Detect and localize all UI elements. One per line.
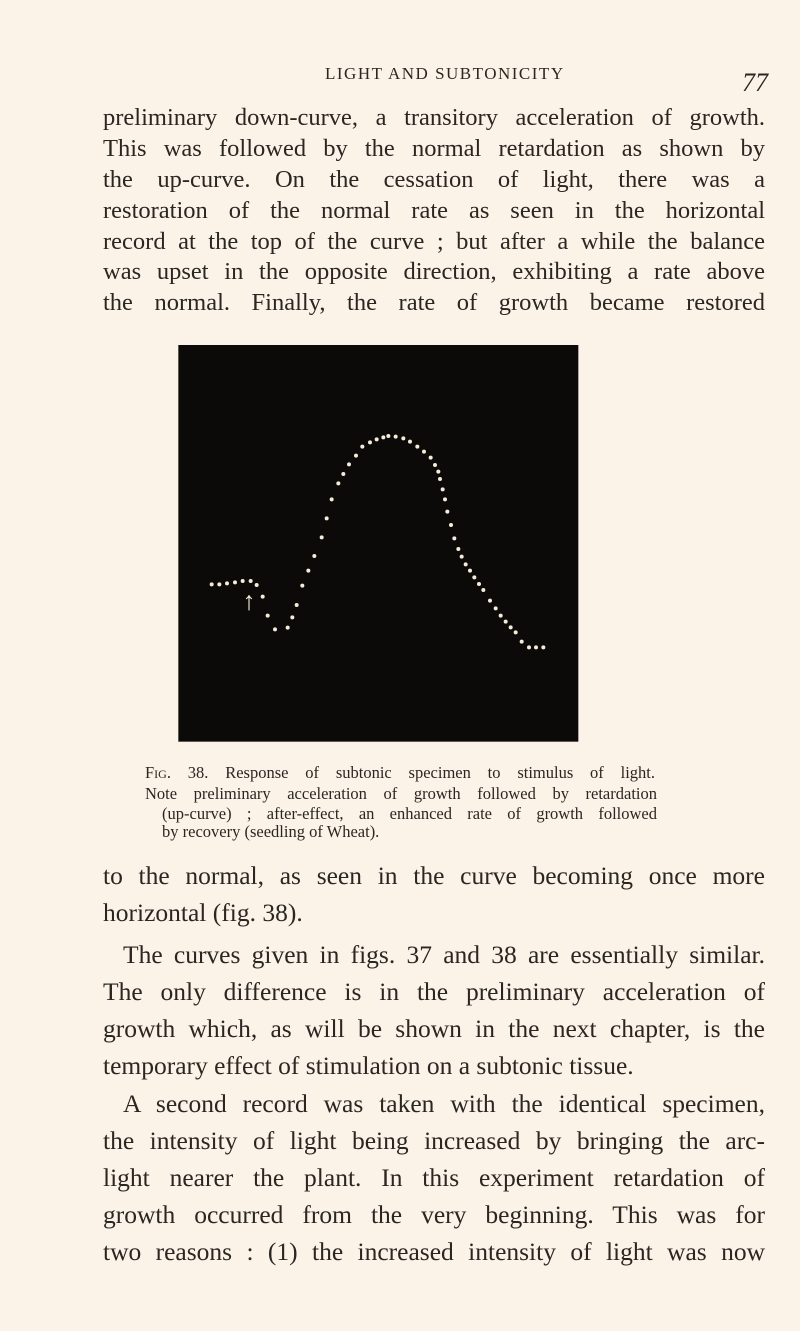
curve-dot xyxy=(217,582,221,586)
curve-dot xyxy=(320,535,324,539)
running-title: LIGHT AND SUBTONICITY xyxy=(325,64,565,83)
caption-title: Response of subtonic specimen to stimulus of light. xyxy=(225,763,655,782)
text-line: temporary effect of stimulation on a subtonic tissue. xyxy=(103,1051,634,1080)
curve-dot xyxy=(449,523,453,527)
curve-dot xyxy=(445,510,449,514)
curve-dot xyxy=(330,497,334,501)
text-line: the intensity of light being increased by bringing the arc- xyxy=(103,1126,765,1155)
curve-dot xyxy=(255,583,259,587)
curve-dot xyxy=(481,588,485,592)
curve-dot xyxy=(477,582,481,586)
curve-dot xyxy=(312,554,316,558)
curve-dot xyxy=(408,440,412,444)
caption-line: by recovery (seedling of Wheat). xyxy=(162,822,380,841)
text-line: was upset in the opposite direction, exhibiting a rate above xyxy=(103,258,765,285)
curve-dot xyxy=(514,630,518,634)
text-line: restoration of the normal rate as seen in the horizontal xyxy=(103,197,765,224)
curve-dot xyxy=(273,627,277,631)
text-line: the up-curve. On the cessation of light, there was a xyxy=(103,166,765,193)
curve-dot xyxy=(415,445,419,449)
curve-dot xyxy=(210,582,214,586)
curve-dot xyxy=(433,463,437,467)
text-line: This was followed by the normal retardation as shown by xyxy=(103,135,765,162)
curve-dot xyxy=(347,462,351,466)
curve-dot xyxy=(504,620,508,624)
curve-dot xyxy=(225,581,229,585)
curve-dot xyxy=(306,569,310,573)
figure-background xyxy=(178,345,578,742)
curve-dot xyxy=(541,645,545,649)
curve-dot xyxy=(472,575,476,579)
curve-dot xyxy=(499,614,503,618)
curve-dot xyxy=(452,536,456,540)
curve-dot xyxy=(249,579,253,583)
text-line: growth which, as will be shown in the next chapter, is the xyxy=(103,1014,765,1043)
curve-dot xyxy=(360,445,364,449)
curve-dot xyxy=(422,450,426,454)
caption-line: Note preliminary acceleration of growth followed by retardation xyxy=(145,784,657,803)
curve-dot xyxy=(261,595,265,599)
curve-dot xyxy=(464,562,468,566)
text-line: preliminary down-curve, a transitory acceleration of growth. xyxy=(103,104,765,131)
text-line: to the normal, as seen in the curve becoming once more xyxy=(103,861,765,890)
curve-dot xyxy=(375,437,379,441)
caption-label: Fig. 38. xyxy=(145,763,209,782)
curve-dot xyxy=(290,615,294,619)
curve-dot xyxy=(443,497,447,501)
text-line: A second record was taken with the identical specimen, xyxy=(123,1089,765,1118)
curve-dot xyxy=(354,454,358,458)
curve-dot xyxy=(386,434,390,438)
curve-dot xyxy=(438,477,442,481)
curve-dot xyxy=(368,440,372,444)
curve-dot xyxy=(456,547,460,551)
curve-dot xyxy=(436,470,440,474)
curve-dot xyxy=(325,516,329,520)
caption-title-line xyxy=(145,763,655,783)
curve-dot xyxy=(295,603,299,607)
curve-dot xyxy=(286,626,290,630)
curve-dot xyxy=(241,579,245,583)
curve-dot xyxy=(381,435,385,439)
text-line: record at the top of the curve ; but after a while the balance xyxy=(103,228,765,255)
text-line: the normal. Finally, the rate of growth became restored xyxy=(103,289,765,316)
curve-dot xyxy=(488,599,492,603)
stimulus-arrow-icon: ↑ xyxy=(242,586,256,616)
curve-dot xyxy=(266,614,270,618)
curve-dot xyxy=(341,472,345,476)
curve-dot xyxy=(509,625,513,629)
curve-dot xyxy=(300,584,304,588)
curve-dot xyxy=(394,435,398,439)
curve-dot xyxy=(401,436,405,440)
curve-dot xyxy=(534,645,538,649)
caption-line: (up-curve) ; after-effect, an enhanced rate of growth followed xyxy=(162,804,657,823)
text-line: The only difference is in the preliminary acceleration of xyxy=(103,977,765,1006)
text-line: horizontal (fig. 38). xyxy=(103,898,303,927)
curve-dot xyxy=(520,640,524,644)
curve-dot xyxy=(460,555,464,559)
curve-dot xyxy=(336,481,340,485)
curve-dot xyxy=(468,569,472,573)
curve-dot xyxy=(494,606,498,610)
curve-dot xyxy=(441,487,445,491)
text-line: light nearer the plant. In this experiment retardation of xyxy=(103,1163,765,1192)
text-line: two reasons : (1) the increased intensity of light was now xyxy=(103,1237,765,1266)
text-line: The curves given in figs. 37 and 38 are essentially similar. xyxy=(123,940,765,969)
curve-dot xyxy=(527,645,531,649)
page-number: 77 xyxy=(742,68,768,97)
curve-dot xyxy=(233,580,237,584)
curve-dot xyxy=(429,456,433,460)
figure-38-growth-curve xyxy=(175,330,585,750)
text-line: growth occurred from the very beginning. This was for xyxy=(103,1200,765,1229)
